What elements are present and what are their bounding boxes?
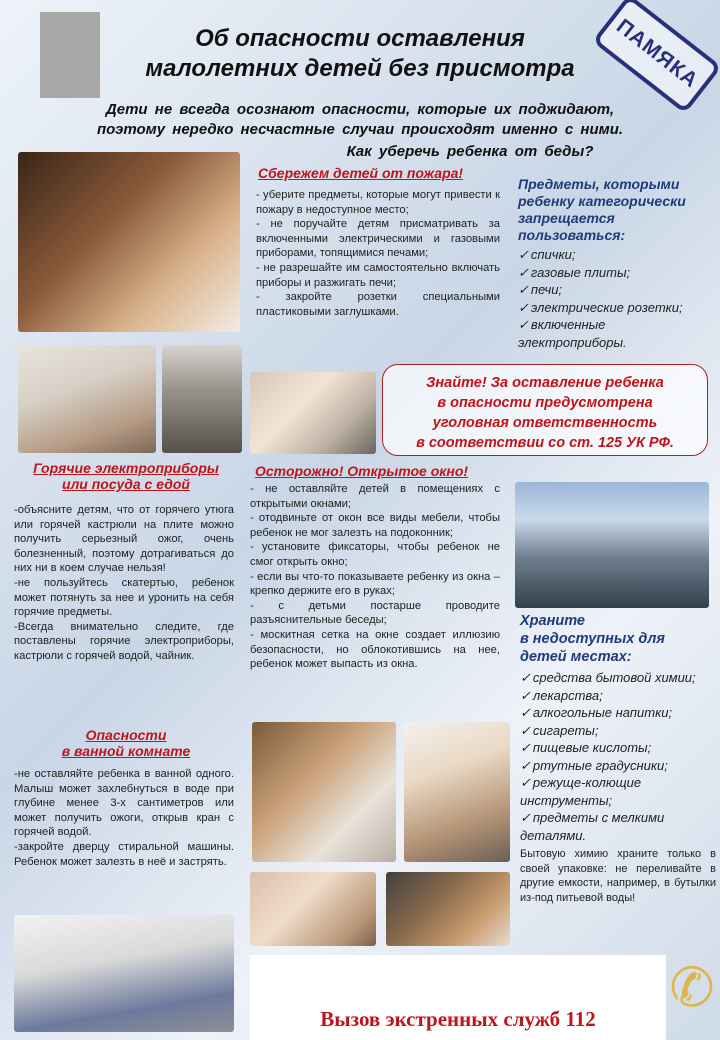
memo-stamp — [592, 0, 720, 114]
title-line-2: малолетних детей без присмотра — [145, 55, 575, 82]
hot-heading-line: Горячие электроприборы — [33, 460, 219, 476]
forbidden-item-cont: электроприборы. — [518, 334, 627, 350]
store-heading — [520, 612, 716, 666]
emergency-text: Вызов экстренных служб 112 — [320, 1007, 596, 1031]
fire-heading: Сбережем детей от пожара! — [258, 165, 464, 181]
store-heading-line: детей местах: — [520, 649, 632, 665]
fire-item: - уберите предметы, которые могут привести к пожару в недоступное место; — [256, 189, 500, 216]
bath-heading — [14, 727, 238, 759]
phone-icon: ✆ — [669, 958, 715, 1018]
hot-item: -объясните детям, что от горячего утюга или горячей кастрюли на плите можно получить серьезный ожог, очень болезненный, поэтому дотрагиваться до них ни в коем случае нельзя! — [14, 504, 234, 575]
fire-item: - не разрешайте им самостоятельно включать приборы и разжигать печи; — [256, 261, 500, 289]
photo-child-at-window — [515, 482, 709, 608]
photo-socket-plug — [250, 372, 376, 454]
forbidden-heading-line: запрещается — [518, 210, 615, 226]
store-item: ✓ пищевые кислоты; — [520, 739, 716, 757]
hot-heading — [14, 460, 238, 492]
photo-baby-household-chemicals — [252, 722, 396, 862]
window-item: - не оставляйте детей в помещениях с открытыми окнами; — [250, 483, 500, 510]
photo-baby-with-scissors — [250, 872, 376, 946]
photo-child-with-iron — [18, 345, 156, 453]
bath-heading-line: в ванной комнате — [61, 743, 191, 759]
hot-heading-line: или посуда с едой — [62, 476, 190, 492]
window-item: - москитная сетка на окне создает иллюзию безопасности, но облокотившись на нее, ребенок может выпасть из окна. — [250, 628, 500, 671]
photo-child-with-pills — [404, 722, 510, 862]
bath-item: -не оставляйте ребенка в ванной одного. Малыш может захлебнуться в воде при глубине менее 3-х сантиметров или может получить ожоги, открыв кран с горячей водой. — [14, 768, 234, 839]
forbidden-item: ✓ спички; — [518, 246, 714, 264]
fire-list — [256, 188, 500, 319]
store-item: ✓ режуще-колющие инструменты; — [520, 774, 716, 809]
intro-question: Как уберечь ребенка от беды? — [346, 143, 594, 160]
photo-child-with-candle — [18, 152, 240, 332]
bath-heading-line: Опасности — [85, 727, 167, 743]
title-line-1: Об опасности оставления — [195, 25, 525, 52]
emergency-banner — [250, 955, 666, 1040]
photo-child-at-toilet — [14, 915, 234, 1032]
fire-item: - не поручайте детям присматривать за включенными электрическими и газовыми приборами, топящимися печами; — [256, 218, 500, 260]
warning-line: в опасности предусмотрена — [437, 395, 653, 411]
store-item: ✓ предметы с мелкими деталями. — [520, 809, 716, 844]
warning-line: Знайте! За оставление ребенка — [426, 375, 664, 391]
window-item: - с детьми постарше проводите разъяснительные беседы; — [250, 599, 500, 627]
forbidden-heading-line: ребенку категорически — [518, 193, 686, 209]
store-note: Бытовую химию храните только в своей упаковке: не переливайте в другие емкости, например, в бутылки из-под питьевой воды! — [520, 848, 716, 904]
store-item: ✓ алкогольные напитки; — [520, 704, 716, 722]
forbidden-heading-line: пользоваться: — [518, 227, 626, 243]
forbidden-block — [518, 176, 714, 351]
page-title — [110, 24, 610, 84]
forbidden-heading — [518, 176, 714, 244]
stamp-label: ПАМЯКА — [612, 14, 703, 93]
warning-line: уголовная ответственность — [432, 415, 658, 431]
window-list — [250, 482, 500, 672]
forbidden-item: ✓ включенные — [518, 316, 714, 334]
intro-line-2: поэтому нередко несчастные случаи происходят именно с ними. — [96, 121, 624, 138]
intro-line-1: Дети не всегда осознают опасности, которые их поджидают, — [105, 101, 615, 118]
intro-text — [60, 100, 660, 140]
window-item: - если вы что-то показываете ребенку из окна – крепко держите его в руках; — [250, 570, 500, 598]
store-block — [520, 612, 716, 905]
fire-item: - закройте розетки специальными пластиковыми заглушками. — [256, 291, 500, 318]
forbidden-item: ✓ газовые плиты; — [518, 264, 714, 282]
photo-child-at-stove — [162, 345, 242, 453]
hot-list — [14, 503, 234, 664]
window-item: - установите фиксаторы, чтобы ребенок не смог открыть окно; — [250, 541, 500, 568]
window-item: - отодвиньте от окон все виды мебели, чтобы ребенок не мог залезть на подоконник; — [250, 512, 500, 539]
store-item: ✓ ртутные градусники; — [520, 757, 716, 775]
window-heading: Осторожно! Открытое окно! — [255, 463, 469, 479]
store-item: ✓ сигареты; — [520, 722, 716, 740]
bath-list — [14, 767, 234, 869]
store-heading-line: Храните — [520, 613, 585, 629]
store-item: ✓ средства бытовой химии; — [520, 669, 716, 687]
store-list — [520, 669, 716, 844]
warning-line: в соответствии со ст. 125 УК РФ. — [416, 435, 674, 451]
store-heading-line: в недоступных для — [520, 631, 665, 647]
store-item: ✓ лекарства; — [520, 687, 716, 705]
logo-placeholder — [40, 12, 100, 98]
forbidden-item: ✓ электрические розетки; — [518, 299, 714, 317]
photo-hand-with-knife — [386, 872, 510, 946]
forbidden-list — [518, 246, 714, 334]
forbidden-item: ✓ печи; — [518, 281, 714, 299]
hot-item: -Всегда внимательно следите, где поставлены горячие электроприборы, кастрюли с горячей водой, чайник. — [14, 620, 234, 662]
forbidden-heading-line: Предметы, которыми — [518, 176, 680, 192]
bath-item: -закройте дверцу стиральной машины. Ребенок может залезть в неё и застрять. — [14, 840, 234, 868]
hot-item: -не пользуйтесь скатертью, ребенок может потянуть за нее и уронить на себя горячие предметы. — [14, 576, 234, 619]
legal-warning-box — [382, 364, 708, 456]
